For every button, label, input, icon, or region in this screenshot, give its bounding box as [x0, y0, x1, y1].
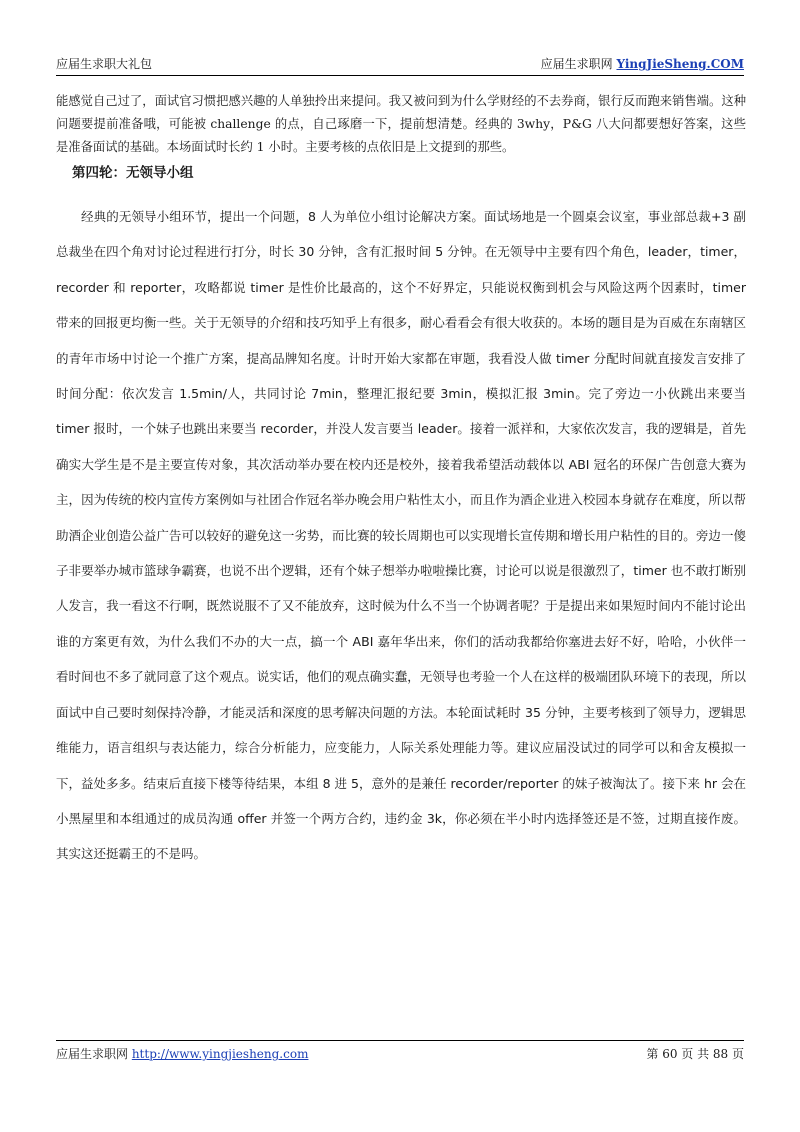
footer-site: [56, 1046, 308, 1062]
header-site: [541, 56, 744, 72]
section-heading: 第四轮：无领导小组: [72, 165, 194, 181]
header-title: 应届生求职大礼包: [56, 57, 153, 71]
body-content: [56, 199, 746, 872]
page-header: [56, 56, 744, 76]
body-paragraph: 经典的无领导小组环节，提出一个问题，8 人为单位小组讨论解决方案。面试场地是一个圆桌会议室，事业部总裁+3 副总裁坐在四个角对讨论过程进行打分，时长 30 分钟，含有汇报时间 5 分钟。在无领导中主要有四个角色，leader，timer，recorder 和 reporter，攻略都说 timer 是性价比最高的，这个不好界定，只能说权衡到机会与风险这两个因素时，timer 带来的回报更均衡一些。关于无领导的介绍和技巧知乎上有很多，耐心看看会有很大收获的。本场的题目是为百威在东南辖区的青年市场中讨论一个推广方案，提高品牌知名度。计时开始大家都在审题，我看没人做 timer 分配时间就直接发言安排了时间分配：依次发言 1.5min/人，共同讨论 7min，整理汇报纪要 3min，模拟汇报 3min。完了旁边一小伙跳出来要当 timer 报时，一个妹子也跳出来要当 recorder，并没人发言要当 leader。接着一派祥和，大家依次发言，我的逻辑是，首先确实大学生是不是主要宣传对象，其次活动举办要在校内还是校外，接着我希望活动载体以 ABI 冠名的环保广告创意大赛为主，因为传统的校内宣传方案例如与社团合作冠名举办晚会用户粘性太小，而且作为酒企业进入校园本身就存在难度，所以帮助酒企业创造公益广告可以较好的避免这一劣势，而比赛的较长周期也可以实现增长宣传期和增长用户粘性的目的。旁边一傻子非要举办城市篮球争霸赛，也说不出个逻辑，还有个妹子想举办啦啦操比赛，讨论可以说是很激烈了，timer 也不敢打断别人发言，我一看这不行啊，既然说服不了又不能放弃，这时候为什么不当一个协调者呢？于是提出来如果短时间内不能讨论出谁的方案更有效，为什么我们不办的大一点，搞一个 ABI 嘉年华出来，你们的活动我都给你塞进去好不好，哈哈，小伙伴一看时间也不多了就同意了这个观点。说实话，他们的观点确实蠢，无领导也考验一个人在这样的极端团队环境下的表现，所以面试中自己要时刻保持冷静，才能灵活和深度的思考解决问题的方法。本轮面试耗时 35 分钟，主要考核到了领导力，逻辑思维能力，语言组织与表达能力，综合分析能力，应变能力，人际关系处理能力等。建议应届没试过的同学可以和舍友模拟一下，益处多多。结束后直接下楼等待结果，本组 8 进 5，意外的是兼任 recorder/reporter 的妹子被淘汰了。接下来 hr 会在小黑屋里和本组通过的成员沟通 offer 并签一个两方合约，违约金 3k，你必须在半小时内选择签还是不签，过期直接作废。其实这还挺霸王的不是吗。: [56, 209, 746, 862]
page-footer: [56, 1040, 744, 1062]
header-site-link[interactable]: YingJieSheng.COM: [616, 57, 744, 71]
footer-site-link[interactable]: http://www.yingjiesheng.com: [131, 1047, 309, 1061]
intro-paragraph: 能感觉自己过了，面试官习惯把感兴趣的人单独拎出来提问。我又被问到为什么学财经的不去券商，银行反而跑来销售端。这种问题要提前准备哦，可能被 challenge 的点，自己琢磨一下，提前想清楚。经典的 3why，P&G 八大问都要想好答案，这些是准备面试的基础。本场面试时长约 1 小时。主要考核的点依旧是上文提到的那些。: [56, 94, 746, 154]
header-site-name: 应届生求职网: [540, 57, 617, 71]
page-number: 第 60 页 共 88 页: [646, 1047, 744, 1061]
footer-site-name: 应届生求职网: [56, 1047, 132, 1061]
